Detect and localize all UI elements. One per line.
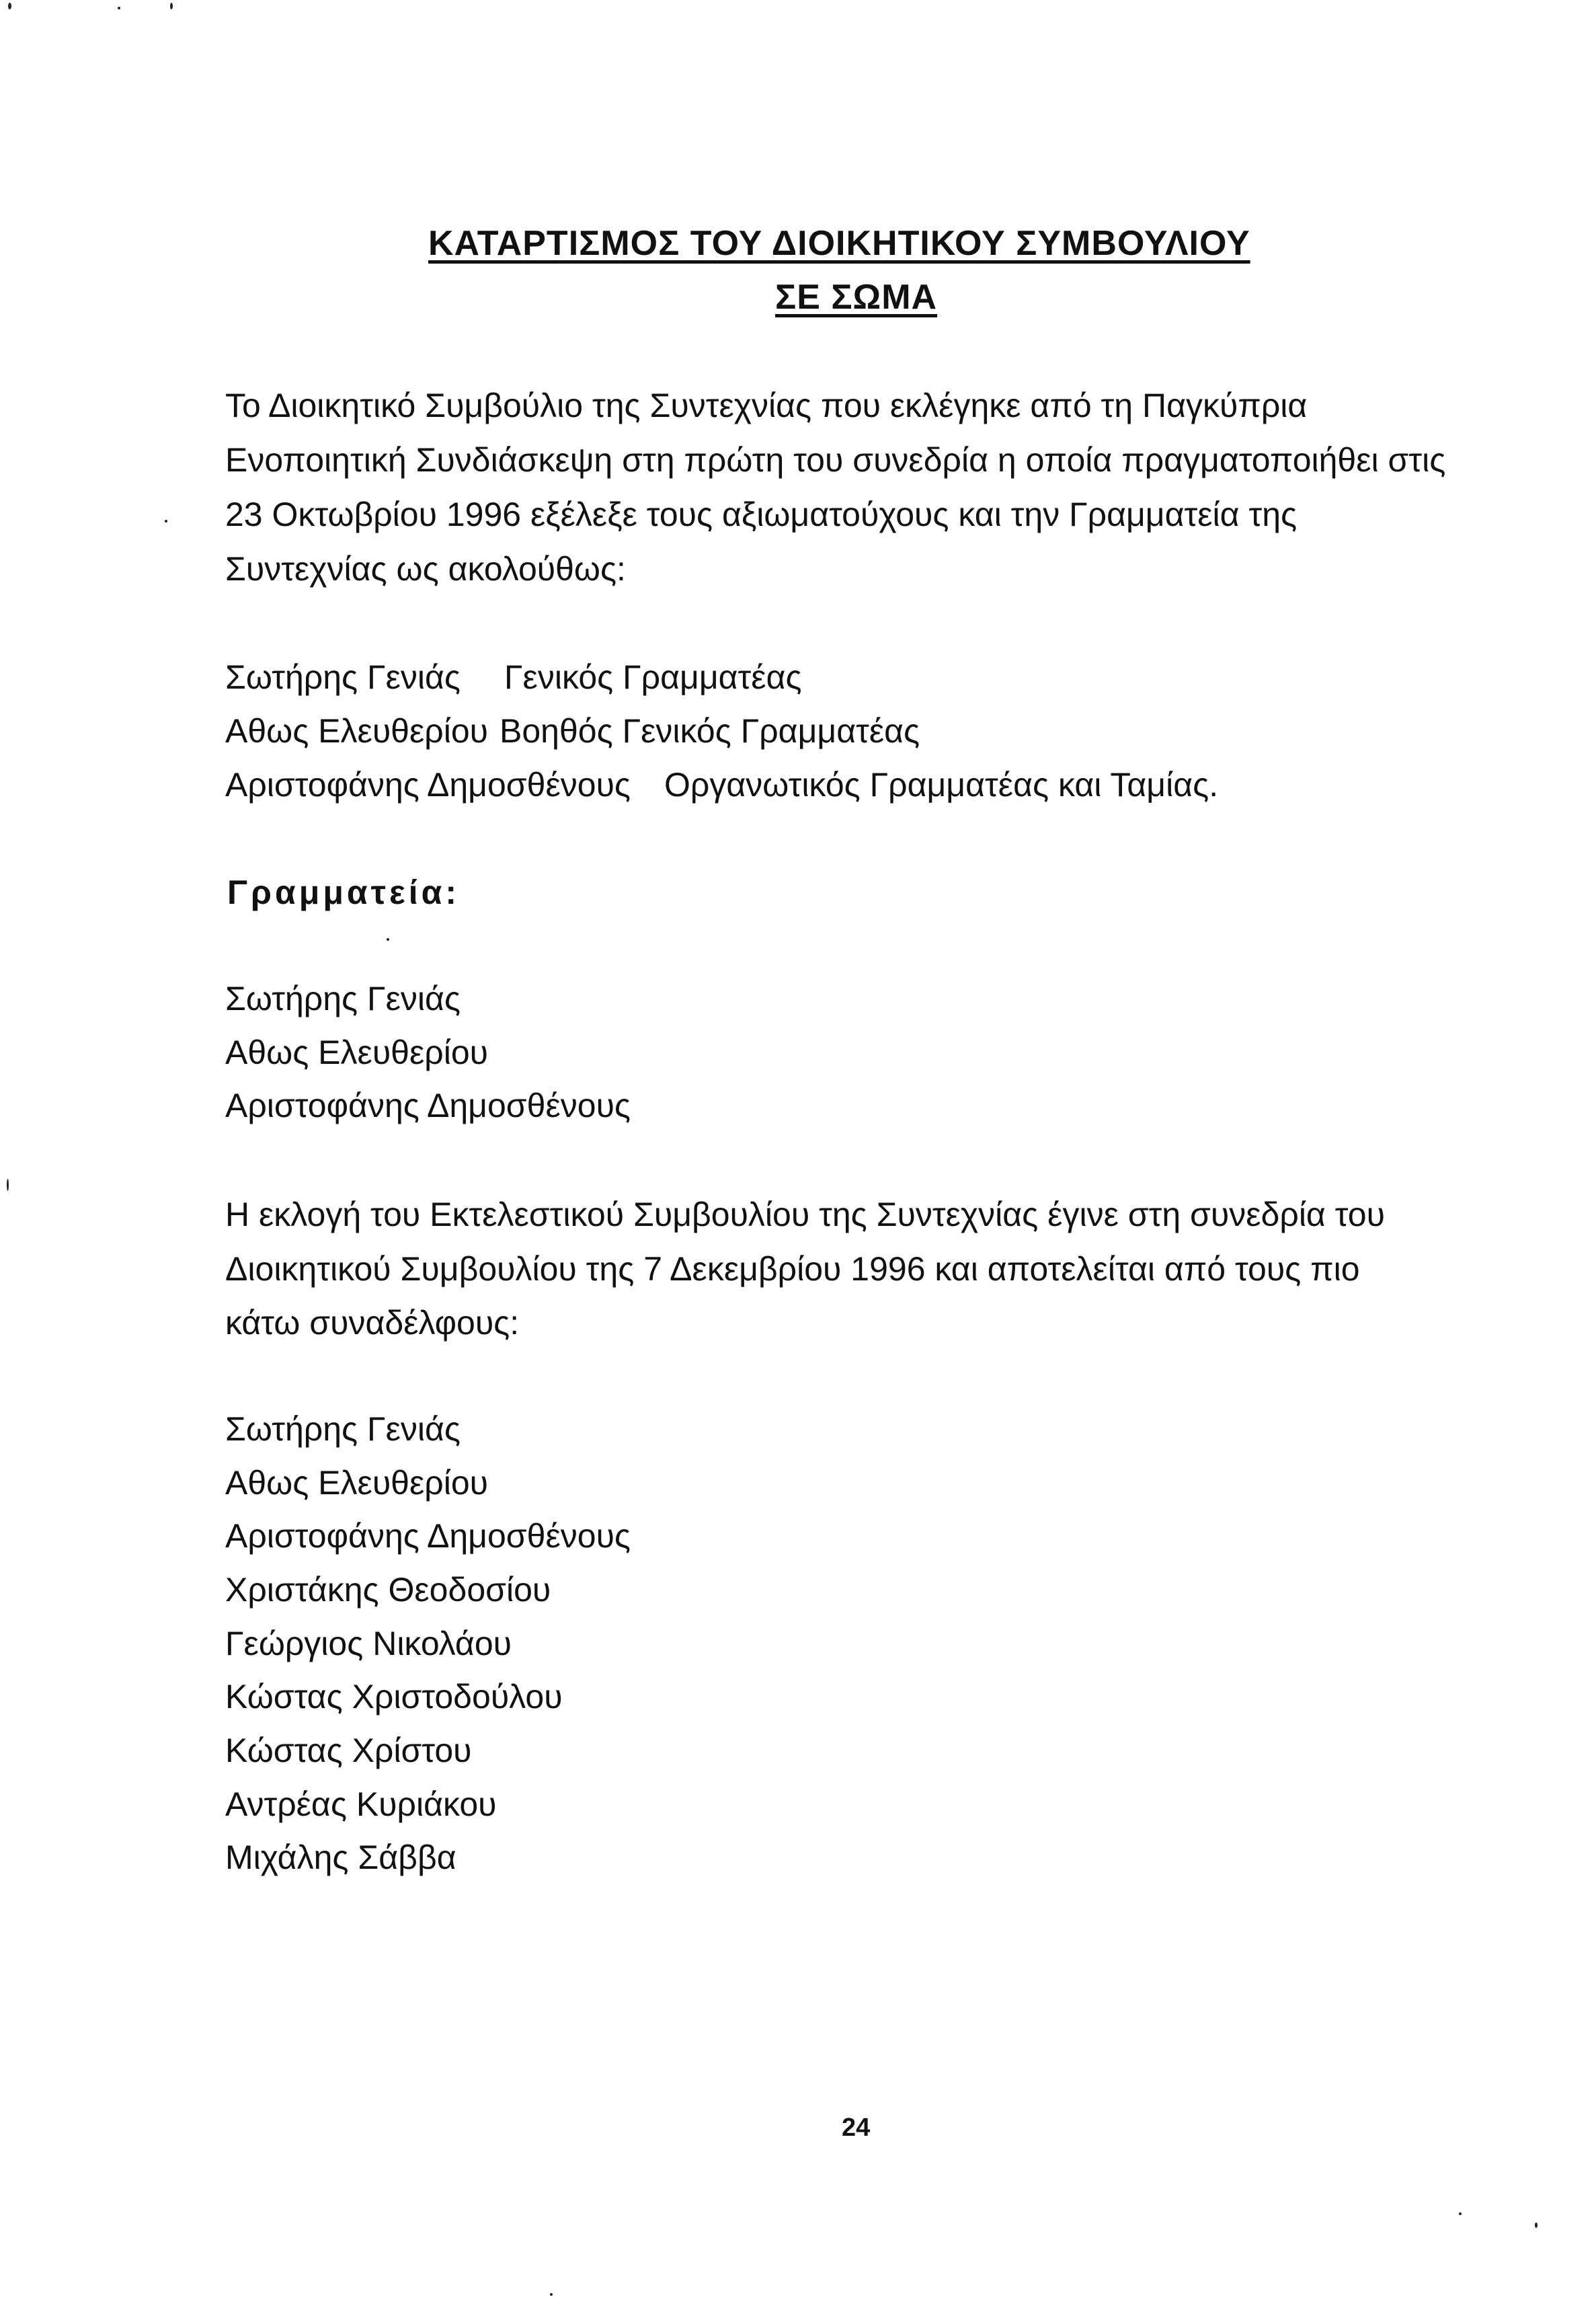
- executive-line: Η εκλογή του Εκτελεστικού Συμβουλίου της Συντεχνίας έγινε στη συνεδρία του: [225, 1196, 1385, 1233]
- scan-speck: [170, 3, 173, 9]
- intro-line: 23 Οκτωβρίου 1996 εξέλεξε τους αξιωματούχους και την Γραμματεία της: [225, 496, 1298, 533]
- executive-member: Αντρέας Κυριάκου: [225, 1785, 497, 1823]
- executive-member: Γεώργιος Νικολάου: [225, 1625, 512, 1662]
- officer-role: Γενικός Γραμματέας: [504, 658, 802, 696]
- executive-line: Διοικητικού Συμβουλίου της 7 Δεκεμβρίου 1996 και αποτελείται από τους πιο: [225, 1250, 1360, 1288]
- executive-member: Αθως Ελευθερίου: [225, 1464, 488, 1502]
- intro-line: Το Διοικητικό Συμβούλιο της Συντεχνίας που εκλέγηκε από τη Παγκύπρια: [225, 387, 1308, 424]
- scan-speck: [550, 2293, 553, 2296]
- secretariat-heading: Γραμματεία:: [227, 874, 460, 911]
- officer-role: Οργανωτικός Γραμματέας και Ταμίας.: [664, 766, 1219, 804]
- executive-member: Χριστάκης Θεοδοσίου: [225, 1571, 551, 1609]
- page-number: 24: [842, 2114, 871, 2142]
- executive-member: Μιχάλης Σάββα: [225, 1839, 456, 1876]
- executive-member: Σωτήρης Γενιάς: [225, 1410, 461, 1448]
- executive-member: Αριστοφάνης Δημοσθένους: [225, 1517, 631, 1555]
- scan-speck: [1535, 2223, 1538, 2228]
- page-title: ΚΑΤΑΡΤΙΣΜΟΣ ΤΟΥ ΔΙΟΙΚΗΤΙΚΟΥ ΣΥΜΒΟΥΛΙΟΥ: [428, 224, 1250, 263]
- scan-speck: [118, 7, 120, 9]
- executive-member: Κώστας Χριστοδούλου: [225, 1678, 563, 1715]
- intro-line: Ενοποιητική Συνδιάσκεψη στη πρώτη του συνεδρία η οποία πραγματοποιήθει στις: [225, 441, 1446, 479]
- intro-line: Συντεχνίας ως ακολούθως:: [225, 550, 626, 588]
- scan-speck: [1459, 2212, 1462, 2215]
- scan-speck: [8, 3, 11, 9]
- scan-speck: [7, 1179, 9, 1191]
- scan-speck: [165, 520, 167, 523]
- secretariat-member: Σωτήρης Γενιάς: [225, 980, 461, 1017]
- page-subtitle: ΣΕ ΣΩΜΑ: [775, 278, 938, 317]
- executive-member: Κώστας Χρίστου: [225, 1732, 472, 1769]
- executive-line: κάτω συναδέλφους:: [225, 1304, 520, 1342]
- secretariat-member: Αθως Ελευθερίου: [225, 1034, 488, 1071]
- officer-name: Σωτήρης Γενιάς: [225, 658, 461, 696]
- officer-role: Βοηθός Γενικός Γραμματέας: [500, 712, 920, 750]
- officer-name: Αθως Ελευθερίου: [225, 712, 488, 750]
- officer-name: Αριστοφάνης Δημοσθένους: [225, 766, 631, 804]
- secretariat-member: Αριστοφάνης Δημοσθένους: [225, 1087, 631, 1124]
- scan-speck: [387, 938, 389, 941]
